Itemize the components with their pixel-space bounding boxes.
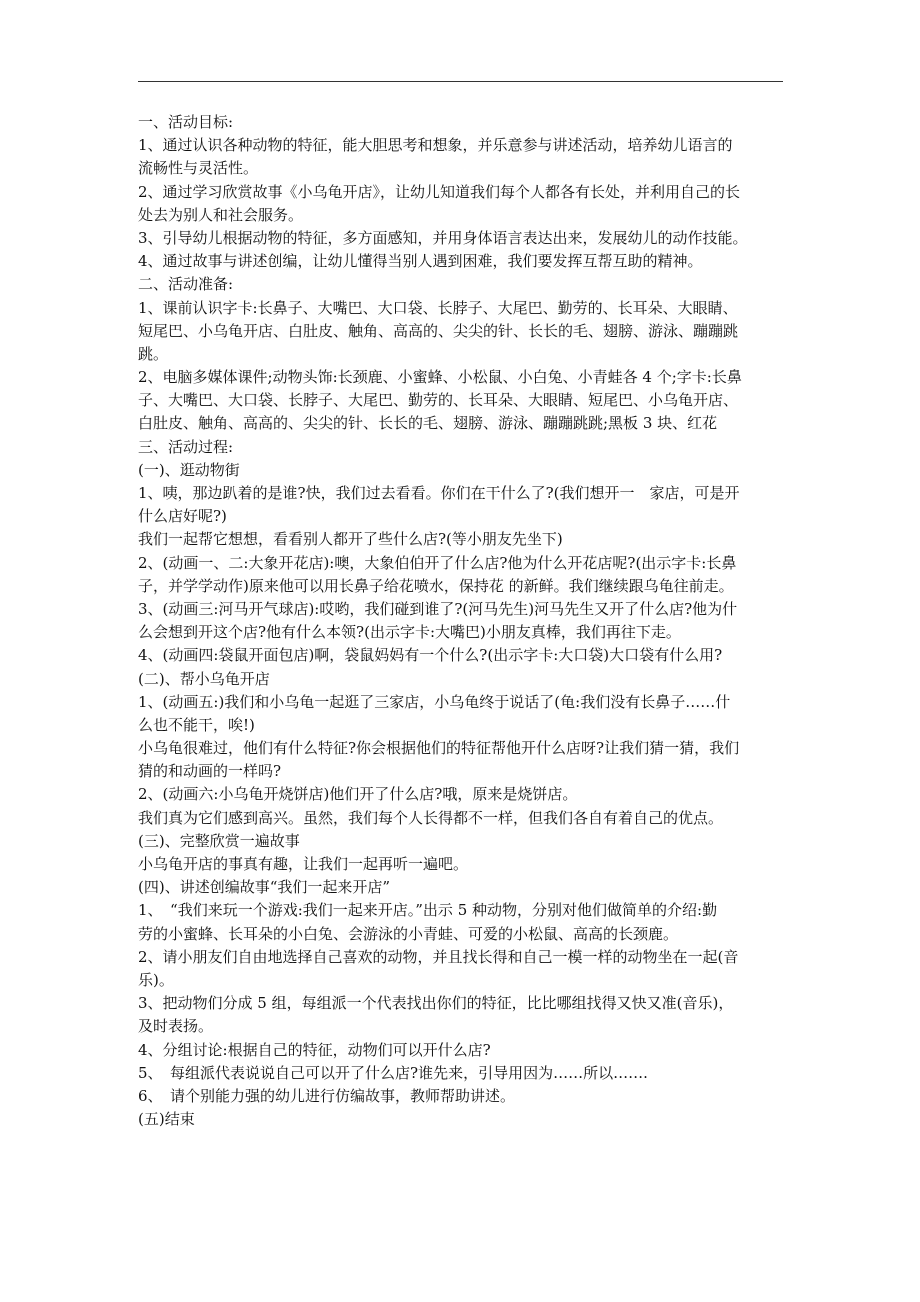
text-line: 猜的和动画的一样吗? <box>138 762 282 781</box>
text-line: 什么店好呢?) <box>138 507 227 526</box>
text-line: 3、(动画三:河马开气球店):哎哟，我们碰到谁了?(河马先生)河马先生又开了什么店?他为什 <box>138 599 738 618</box>
header-rule <box>138 81 783 82</box>
text-line: 3、引导幼儿根据动物的特征，多方面感知，并用身体语言表达出来，发展幼儿的动作技能。 <box>138 228 748 247</box>
text-line: 及时表扬。 <box>138 1017 214 1036</box>
text-line: 子、大嘴巴、大口袋、长脖子、大尾巴、勤劳的、长耳朵、大眼睛、短尾巴、小乌龟开店、 <box>138 391 739 410</box>
document-body <box>138 111 788 1131</box>
text-line: 2、请小朋友们自由地选择自己喜欢的动物，并且找长得和自己一模一样的动物坐在一起(音 <box>138 947 739 966</box>
text-line: 乐)。 <box>138 970 174 989</box>
text-line: 1、(动画五:)我们和小乌龟一起逛了三家店，小乌龟终于说话了(龟:我们没有长鼻子……什 <box>138 692 731 711</box>
text-line: 我们真为它们感到高兴。虽然，我们每个人长得都不一样，但我们各自有着自己的优点。 <box>138 808 724 827</box>
text-line: 流畅性与灵活性。 <box>138 159 259 178</box>
text-line: 白肚皮、触角、高高的、尖尖的针、长长的毛、翅膀、游泳、蹦蹦跳跳;黑板 3 块、红花 <box>138 414 718 433</box>
text-line: 4、(动画四:袋鼠开面包店)啊，袋鼠妈妈有一个什么?(出示字卡:大口袋)大口袋有什么用? <box>138 646 723 665</box>
subsection-heading: (五)结束 <box>138 1110 195 1129</box>
text-line: 4、分组讨论:根据自己的特征，动物们可以开什么店? <box>138 1040 491 1059</box>
text-line: 2、电脑多媒体课件;动物头饰:长颈鹿、小蜜蜂、小松鼠、小白兔、小青蛙各 4 个;字卡:长鼻 <box>138 368 742 387</box>
section-heading: 二、活动准备: <box>138 275 234 294</box>
text-line: 我们一起帮它想想，看看别人都开了些什么店?(等小朋友先坐下) <box>138 530 563 549</box>
text-line: 3、把动物们分成 5 组，每组派一个代表找出你们的特征，比比哪组找得又快又准(音乐)， <box>138 994 734 1013</box>
text-line: 小乌龟开店的事真有趣，让我们一起再听一遍吧。 <box>138 855 469 873</box>
text-line: 子，并学学动作)原来他可以用长鼻子给花喷水，保持花 的新鲜。我们继续跟乌龟往前走。 <box>138 576 734 595</box>
section-heading: 一、活动目标: <box>138 113 234 131</box>
text-line: 4、通过故事与讲述创编，让幼儿懂得当别人遇到困难，我们要发挥互帮互助的精神。 <box>138 252 703 271</box>
text-line: 处去为别人和社会服务。 <box>138 205 304 224</box>
section-heading: 三、活动过程: <box>138 437 234 456</box>
subsection-heading: (三)、完整欣赏一遍故事 <box>138 831 300 850</box>
text-line: 劳的小蜜蜂、长耳朵的小白兔、会游泳的小青蛙、可爱的小松鼠、高高的长颈鹿。 <box>138 924 679 943</box>
text-line: 1、通过认识各种动物的特征，能大胆思考和想象，并乐意参与讲述活动，培养幼儿语言的 <box>138 136 733 155</box>
text-line: 2、(动画六:小乌龟开烧饼店)他们开了什么店?哦，原来是烧饼店。 <box>138 785 578 804</box>
text-line: 5、 每组派代表说说自己可以开了什么店?谁先来，引导用因为……所以……. <box>138 1063 648 1082</box>
subsection-heading: (四)、讲述创编故事“我们一起来开店” <box>138 878 391 897</box>
text-line: 小乌龟很难过，他们有什么特征?你会根据他们的特征帮他开什么店呀?让我们猜一猜，我们 <box>138 739 740 758</box>
text-line: 2、(动画一、二:大象开花店):噢，大象伯伯开了什么店?他为什么开花店呢?(出示字卡:长鼻 <box>138 553 737 572</box>
text-line: 么会想到开这个店?他有什么本领?(出示字卡:大嘴巴)小朋友真棒，我们再往下走。 <box>138 623 681 642</box>
text-line: 1、 “我们来玩一个游戏:我们一起来开店。”出示 5 种动物，分别对他们做简单的介绍:勤 <box>138 901 718 920</box>
text-line: 6、 请个别能力强的幼儿进行仿编故事，教师帮助讲述。 <box>138 1086 516 1105</box>
text-line: 短尾巴、小乌龟开店、白肚皮、触角、高高的、尖尖的针、长长的毛、翅膀、游泳、蹦蹦跳 <box>138 321 739 340</box>
subsection-heading: (一)、逛动物街 <box>138 460 240 479</box>
text-line: 跳。 <box>138 344 169 363</box>
text-line: 么也不能干，唉!) <box>138 715 255 734</box>
text-line: 1、课前认识字卡:长鼻子、大嘴巴、大口袋、长脖子、大尾巴、勤劳的、长耳朵、大眼睛、 <box>138 298 738 317</box>
text-line: 1、咦，那边趴着的是谁?快，我们过去看看。你们在干什么了?(我们想开一 家店，可是开 <box>138 484 740 502</box>
text-line: 2、通过学习欣赏故事《小乌龟开店》，让幼儿知道我们每个人都各有长处，并利用自己的长 <box>138 182 741 201</box>
subsection-heading: (二)、帮小乌龟开店 <box>138 669 270 688</box>
